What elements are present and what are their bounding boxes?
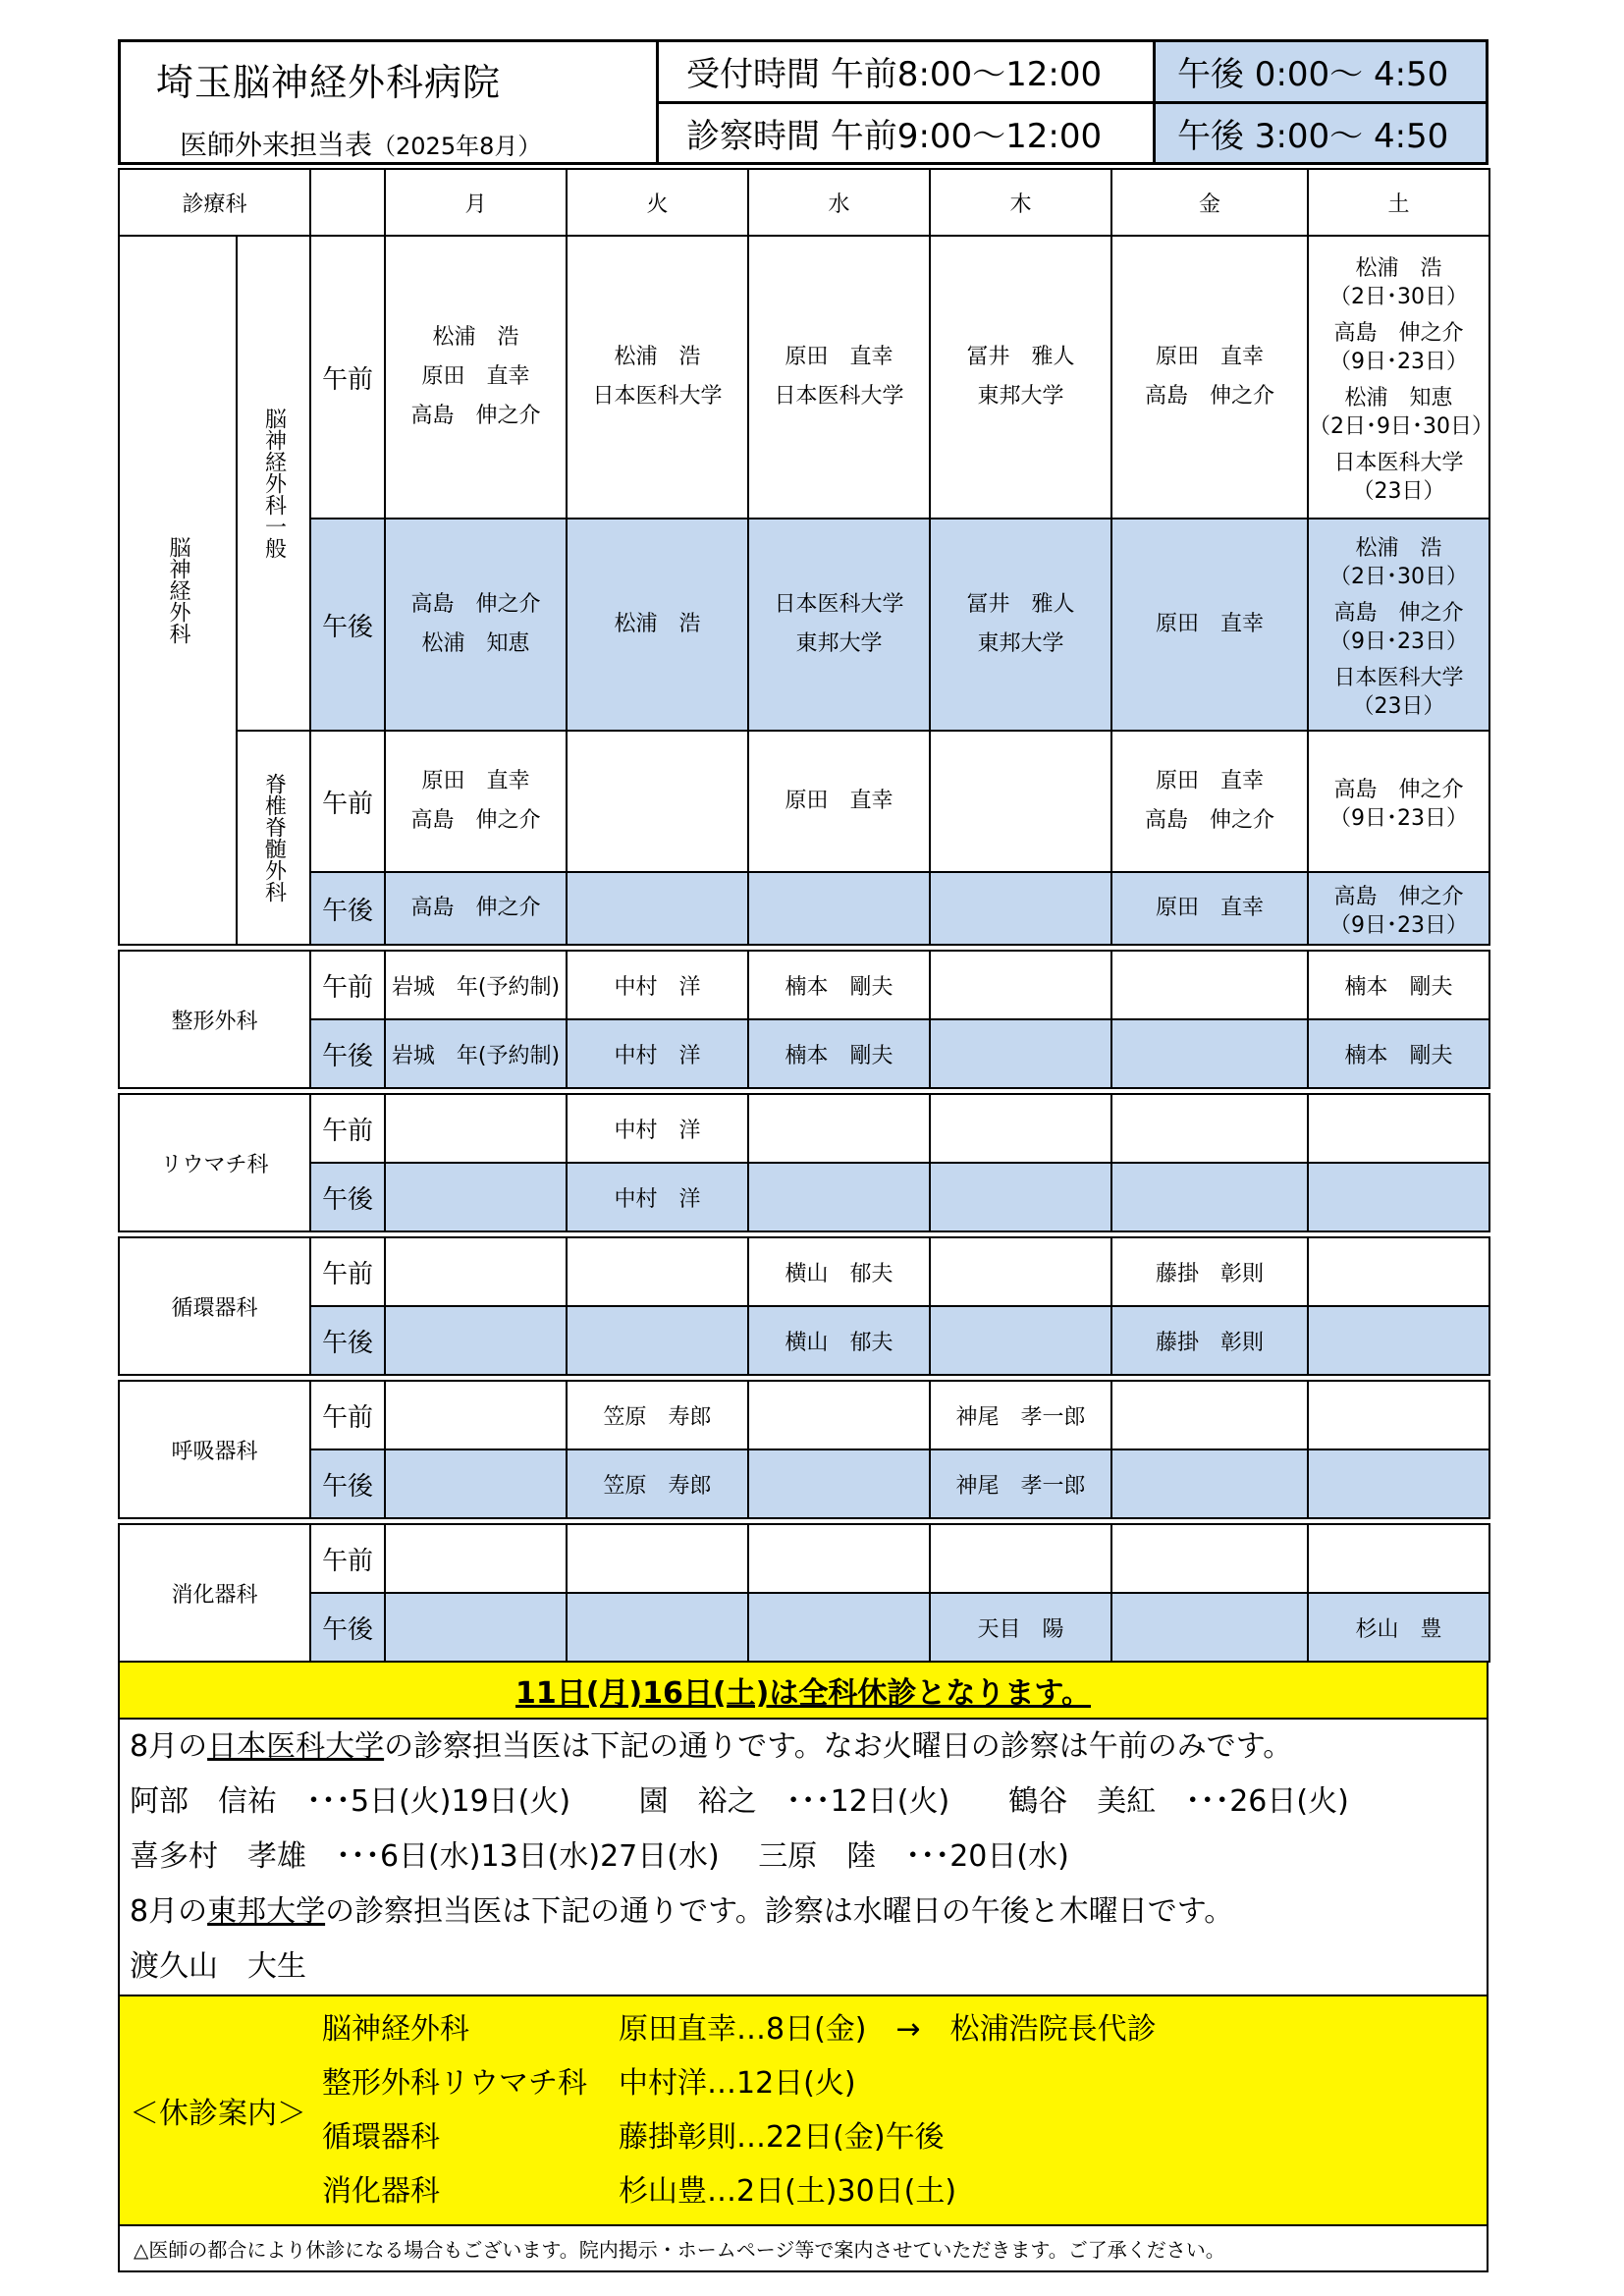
doctor-name: 日本医科大学 [774,592,904,617]
schedule-cell [1111,1381,1308,1449]
am-label: 午前 [310,731,385,872]
schedule-cell [567,1593,748,1662]
schedule-cell [1308,1593,1489,1662]
doctor-name: 高島 伸之介 [410,592,541,617]
doctor-name: 東邦大学 [977,631,1064,656]
closure-detail: 中村洋…12日(火) [619,2066,856,2101]
pm-label: 午後 [310,1593,385,1662]
schedule-cell [1111,951,1308,1019]
schedule-cell [748,1524,930,1593]
doctor-name: 神尾 孝一郎 [955,1404,1086,1430]
doctor-dates: （9日･23日） [1329,629,1469,654]
dept-pm-row [119,1163,1489,1231]
schedule-sheet [118,39,1494,2272]
doctor-dates: （2日･9日･30日） [1309,414,1494,439]
schedule-cell [1308,1449,1489,1518]
toho-doctor: 渡久山 大生 [130,1949,306,1984]
pm-label: 午後 [310,1449,385,1518]
day-header-row [119,169,1489,236]
doctor-name: 原田 直幸 [785,789,893,813]
schedule-cell [567,1237,748,1306]
doctor-name: 高島 伸之介 [1333,321,1464,346]
nms-pre: 8月の [130,1729,208,1764]
closure-detail: 杉山豊…2日(土)30日(土) [619,2174,957,2209]
doctor-name: 松浦 浩 [1355,536,1442,561]
schedule-cell [1111,1163,1308,1231]
closure-info [120,1995,1487,2226]
schedule-cell [1111,1449,1308,1518]
closure-detail: 原田直幸…8日(金) → 松浦浩院長代診 [619,2012,1157,2047]
neuro-dept-label: 脳神経外科 [119,236,237,945]
toho-intro [120,1885,1487,1940]
schedule-cell [385,1237,567,1306]
schedule-cell [1308,1019,1489,1088]
reception-pm: 午後 0:00～ 4:50 [1156,42,1486,101]
exam-am: 診察時間 午前9:00～12:00 [659,104,1156,163]
schedule-cell [1308,1306,1489,1375]
schedule-cell [385,1449,567,1518]
doctor-dates: （9日･23日） [1329,806,1469,831]
doctor-dates: （23日） [1352,694,1445,719]
schedule-cell [930,1524,1111,1593]
doctor-name: 日本医科大学 [1333,666,1464,690]
schedule-cell [385,1163,567,1231]
day-fri: 金 [1111,169,1308,236]
schedule-cell [1308,731,1489,872]
doctor-name: 神尾 孝一郎 [955,1473,1086,1499]
doctor-name: 藤掛 彰則 [1156,1261,1265,1286]
doctor-name: 中村 洋 [614,974,701,1000]
am-label: 午前 [310,1237,385,1306]
hours-block [659,42,1486,162]
doctor-name: 中村 洋 [614,1186,701,1212]
schedule-cell [385,1094,567,1163]
schedule-cell [1308,1524,1489,1593]
schedule-cell [567,1381,748,1449]
day-sat: 土 [1308,169,1489,236]
pm-label: 午後 [310,519,385,731]
dept-am-row [119,1381,1489,1449]
schedule-cell [385,1593,567,1662]
dept-label: 整形外科 [119,951,310,1088]
spine-label: 脊椎脊髄外科 [237,731,310,945]
doctor-name: 原田 直幸 [421,364,530,389]
day-mon: 月 [385,169,567,236]
doctor-dates: （2日･30日） [1329,285,1469,309]
schedule-cell [748,731,930,872]
doctor-name: 天目 陽 [977,1616,1064,1642]
schedule-cell [748,1593,930,1662]
schedule-cell [567,731,748,872]
title-block [121,42,659,162]
schedule-cell [567,951,748,1019]
holiday-notice: 11日(月)16日(土)は全科休診となります。 [120,1663,1487,1720]
toho-name: 東邦大学 [207,1894,326,1929]
pm-label: 午後 [310,872,385,945]
exam-pm: 午後 3:00～ 4:50 [1156,104,1486,163]
closure-label: ＜休診案内＞ [130,2097,306,2131]
footer-note: △医師の都合により休診になる場合もございます。院内掲示・ホームページ等で案内させていただきます。ご了承ください。 [134,2238,1225,2262]
schedule-cell [1308,236,1494,519]
schedule-cell [1111,1094,1308,1163]
schedule-cell [930,1019,1111,1088]
schedule-cell [1308,1381,1489,1449]
am-label: 午前 [310,1381,385,1449]
doctor-name: 原田 直幸 [1156,896,1265,920]
schedule-cell [748,1381,930,1449]
dept-am-row [119,1094,1489,1163]
schedule-cell [385,1524,567,1593]
doctor-name: 高島 伸之介 [410,404,541,428]
reception-am: 受付時間 午前8:00～12:00 [659,42,1156,101]
header [118,39,1489,165]
dept-pm-row [119,1019,1489,1088]
schedule-cell [748,1094,930,1163]
schedule-cell [1111,1593,1308,1662]
closure-rows [322,2002,1487,2218]
schedule-cell [567,519,748,731]
nms-post: の診察担当医は下記の通りです。なお火曜日の診察は午前のみです。 [384,1729,1293,1764]
dept-label: 呼吸器科 [119,1381,310,1518]
doctor-name: 東邦大学 [795,631,883,656]
doctor-name: 笠原 寿郎 [603,1404,712,1430]
neuro-general-label: 脳神経外科一般 [237,236,310,731]
doctor-name: 高島 伸之介 [1333,778,1464,802]
closure-dept: 脳神経外科 [322,2012,469,2047]
schedule-title [180,124,656,163]
schedule-table [118,168,1494,1663]
schedule-cell [748,519,930,731]
exam-hours [659,101,1486,163]
doctor-name: 楠本 剛夫 [785,974,893,1000]
schedule-cell [748,236,930,519]
doctor-name: 日本医科大学 [774,384,904,409]
toho-post: の診察担当医は下記の通りです。診察は水曜日の午後と木曜日です。 [325,1894,1234,1929]
nms-intro [120,1720,1487,1775]
doctor-name: 日本医科大学 [592,384,723,409]
schedule-cell [1111,1237,1308,1306]
closure-dept: 循環器科 [322,2120,440,2155]
subtitle: 医師外来担当表 [180,129,373,161]
doctor-name: 東邦大学 [977,384,1064,409]
schedule-cell [930,731,1111,872]
dept-label: 消化器科 [119,1524,310,1662]
schedule-cell [385,236,567,519]
am-label: 午前 [310,1524,385,1593]
neuro-spine-am-row [119,731,1489,872]
schedule-cell [930,1593,1111,1662]
schedule-cell [748,1449,930,1518]
schedule-cell [385,1306,567,1375]
schedule-cell [930,1163,1111,1231]
doctor-name: 高島 伸之介 [1333,885,1464,909]
schedule-cell [1308,519,1489,731]
schedule-cell [567,1449,748,1518]
doctor-name: 冨井 雅人 [966,592,1075,617]
notes [118,1663,1489,2272]
dept-am-row [119,1524,1489,1593]
schedule-cell [567,236,748,519]
closure-row [322,2056,1487,2110]
am-label: 午前 [310,951,385,1019]
schedule-cell [748,951,930,1019]
doctor-name: 原田 直幸 [1156,612,1265,636]
doctor-name: 岩城 年(予約制) [391,1043,561,1068]
closure-row [322,2002,1487,2056]
neuro-general-pm-row [119,519,1489,731]
schedule-cell [385,519,567,731]
nms-line-2: 喜多村 孝雄 ･･･6日(水)13日(水)27日(水) 三原 陸 ･･･20日(水) [130,1839,1069,1874]
closure-dept: 整形外科リウマチ科 [322,2066,587,2101]
schedule-cell [567,1524,748,1593]
dept-am-row [119,951,1489,1019]
closure-row [322,2164,1487,2218]
closure-row [322,2110,1487,2164]
doctor-dates: （9日･23日） [1329,350,1469,374]
schedule-cell [1111,872,1308,945]
nms-name: 日本医科大学 [207,1729,385,1764]
pm-label: 午後 [310,1019,385,1088]
schedule-cell [1308,872,1489,945]
schedule-cell [748,1163,930,1231]
hospital-name: 埼玉脳神経外科病院 [156,61,502,104]
schedule-cell [930,236,1111,519]
schedule-cell [748,872,930,945]
schedule-cell [385,872,567,945]
schedule-cell [1111,1306,1308,1375]
schedule-cell [567,1163,748,1231]
dept-pm-row [119,1593,1489,1662]
doctor-name: 杉山 豊 [1355,1616,1442,1642]
schedule-cell [567,872,748,945]
nms-line-1: 阿部 信祐 ･･･5日(火)19日(火) 園 裕之 ･･･12日(火) 鶴谷 美紅 ･･･26日(火) [130,1784,1349,1819]
schedule-cell [385,731,567,872]
schedule-cell [930,872,1111,945]
neuro-spine-pm-row [119,872,1489,945]
schedule-cell [385,1019,567,1088]
closure-dept: 消化器科 [322,2174,440,2209]
day-thu: 木 [930,169,1111,236]
doctor-name: 高島 伸之介 [410,896,541,920]
doctor-name: 楠本 剛夫 [1344,974,1453,1000]
schedule-cell [567,1094,748,1163]
neuro-general-am-row [119,236,1489,519]
schedule-cell [930,519,1111,731]
schedule-cell [567,1306,748,1375]
doctor-name: 中村 洋 [614,1043,701,1068]
schedule-cell [1111,1524,1308,1593]
schedule-cell [930,1094,1111,1163]
schedule-cell [385,1381,567,1449]
am-label: 午前 [310,1094,385,1163]
dept-am-row [119,1237,1489,1306]
schedule-cell [1308,1163,1489,1231]
doctor-name: 松浦 浩 [614,345,701,369]
pm-label: 午後 [310,1306,385,1375]
schedule-cell [1308,1094,1489,1163]
doctor-name: 原田 直幸 [785,345,893,369]
doctor-name: 高島 伸之介 [1145,808,1275,833]
schedule-cell [1111,731,1308,872]
doctor-name: 松浦 浩 [614,612,701,636]
doctor-name: 松浦 浩 [1355,256,1442,281]
dept-pm-row [119,1306,1489,1375]
toho-pre: 8月の [130,1894,208,1929]
doctor-name: 松浦 知恵 [421,631,530,656]
doctor-name: 横山 郁夫 [785,1330,893,1355]
schedule-cell [930,1381,1111,1449]
doctor-dates: （23日） [1352,479,1445,504]
schedule-cell [930,1237,1111,1306]
blank-header [310,169,385,236]
day-tue: 火 [567,169,748,236]
schedule-cell [1308,1237,1489,1306]
doctor-dates: （9日･23日） [1329,913,1469,938]
dept-pm-row [119,1449,1489,1518]
schedule-cell [385,951,567,1019]
doctor-name: 原田 直幸 [1156,769,1265,793]
doctor-name: 楠本 剛夫 [785,1043,893,1068]
schedule-cell [1308,951,1489,1019]
reception-hours [659,42,1486,101]
doctor-name: 高島 伸之介 [1145,384,1275,409]
schedule-cell [748,1237,930,1306]
pm-label: 午後 [310,1163,385,1231]
am-label: 午前 [310,236,385,519]
doctor-name: 笠原 寿郎 [603,1473,712,1499]
doctor-name: 冨井 雅人 [966,345,1075,369]
dept-column-header: 診療科 [119,169,310,236]
schedule-cell [748,1306,930,1375]
doctor-name: 日本医科大学 [1333,451,1464,475]
doctor-name: 高島 伸之介 [410,808,541,833]
schedule-cell [1111,1019,1308,1088]
doctor-name: 藤掛 彰則 [1156,1330,1265,1355]
schedule-cell [1111,236,1308,519]
schedule-cell [1111,519,1308,731]
doctor-name: 岩城 年(予約制) [391,974,561,1000]
closure-detail: 藤掛彰則…22日(金)午後 [619,2120,945,2155]
doctor-dates: （2日･30日） [1329,565,1469,589]
doctor-name: 楠本 剛夫 [1344,1043,1453,1068]
doctor-name: 松浦 知恵 [1344,386,1453,410]
doctor-name: 原田 直幸 [1156,345,1265,369]
schedule-cell [930,1449,1111,1518]
doctor-name: 中村 洋 [614,1118,701,1143]
day-wed: 水 [748,169,930,236]
doctor-name: 原田 直幸 [421,769,530,793]
schedule-cell [748,1019,930,1088]
doctor-name: 高島 伸之介 [1333,601,1464,626]
schedule-cell [567,1019,748,1088]
doctor-name: 横山 郁夫 [785,1261,893,1286]
dept-label: 循環器科 [119,1237,310,1375]
schedule-cell [930,1306,1111,1375]
period: （2025年8月） [372,133,542,160]
doctor-name: 松浦 浩 [432,325,519,350]
dept-label: リウマチ科 [119,1094,310,1231]
schedule-cell [930,951,1111,1019]
